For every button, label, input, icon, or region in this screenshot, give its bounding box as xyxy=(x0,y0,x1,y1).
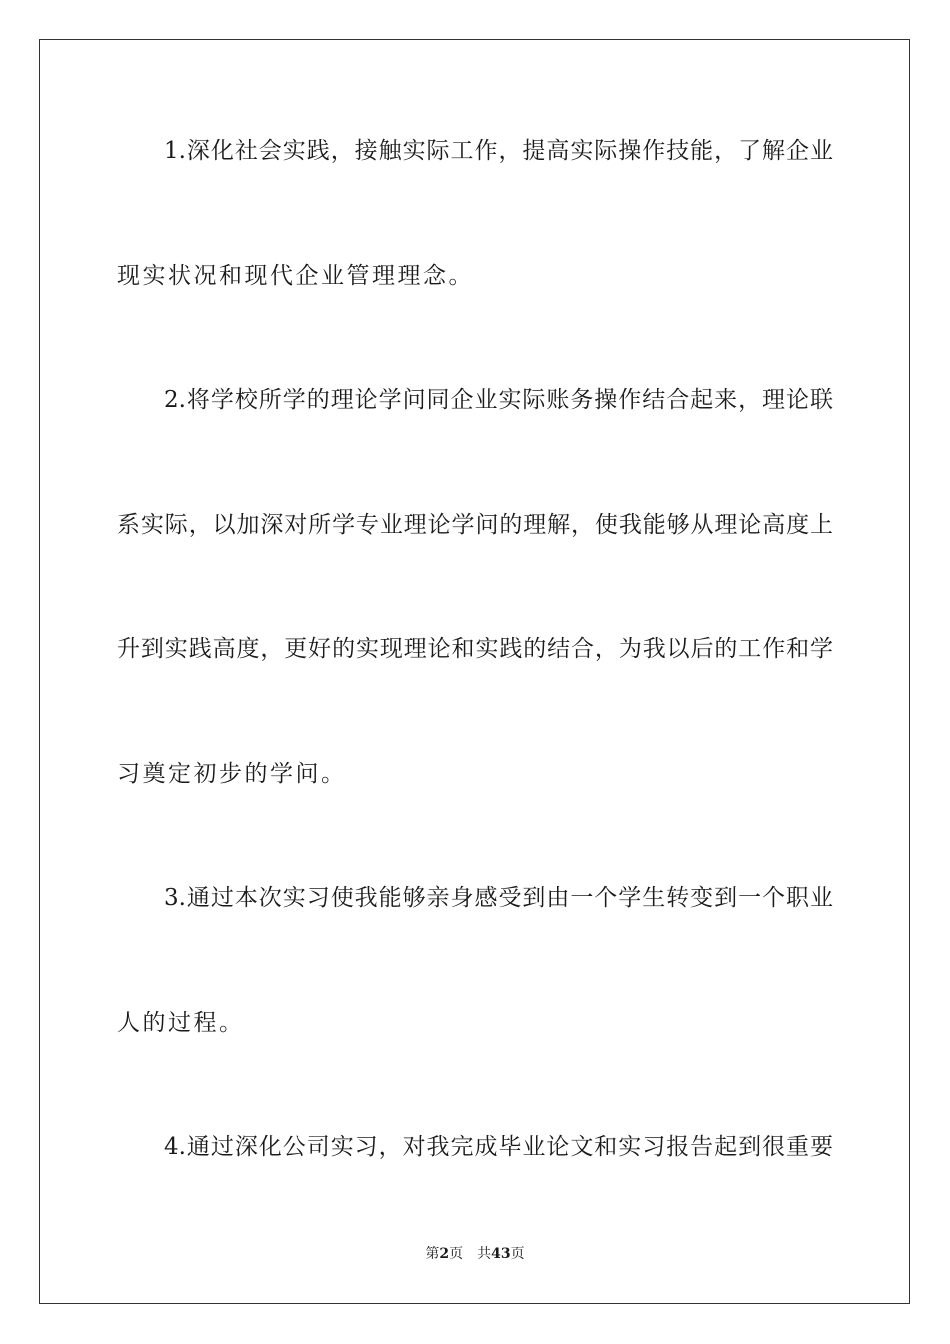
total-prefix: 共 xyxy=(477,1246,492,1262)
paragraph-3-line-2: 人的过程。 xyxy=(117,1010,245,1036)
total-suffix: 页 xyxy=(510,1246,525,1262)
paragraph-2-line-2: 系实际，以加深对所学专业理论学问的理解，使我能够从理论高度上 xyxy=(117,512,833,538)
paragraph-2-line-1: 2.将学校所学的理论学问同企业实际账务操作结合起来，理论联 xyxy=(164,387,833,413)
page-prefix: 第 xyxy=(425,1246,440,1262)
page-number: 2 xyxy=(439,1246,450,1262)
total-pages: 43 xyxy=(491,1246,511,1262)
paragraph-3-line-1: 3.通过本次实习使我能够亲身感受到由一个学生转变到一个职业 xyxy=(164,885,833,911)
page-suffix: 页 xyxy=(449,1246,464,1262)
paragraph-1-line-1: 1.深化社会实践，接触实际工作，提高实际操作技能，了解企业 xyxy=(164,138,833,164)
paragraph-2-line-3: 升到实践高度，更好的实现理论和实践的结合，为我以后的工作和学 xyxy=(117,636,833,662)
paragraph-4-line-1: 4.通过深化公司实习，对我完成毕业论文和实习报告起到很重要 xyxy=(164,1134,833,1160)
paragraph-2-line-4: 习奠定初步的学问。 xyxy=(117,761,347,787)
paragraph-1-line-2: 现实状况和现代企业管理理念。 xyxy=(117,263,474,289)
page-frame xyxy=(39,39,910,1304)
page-footer xyxy=(0,1244,950,1264)
